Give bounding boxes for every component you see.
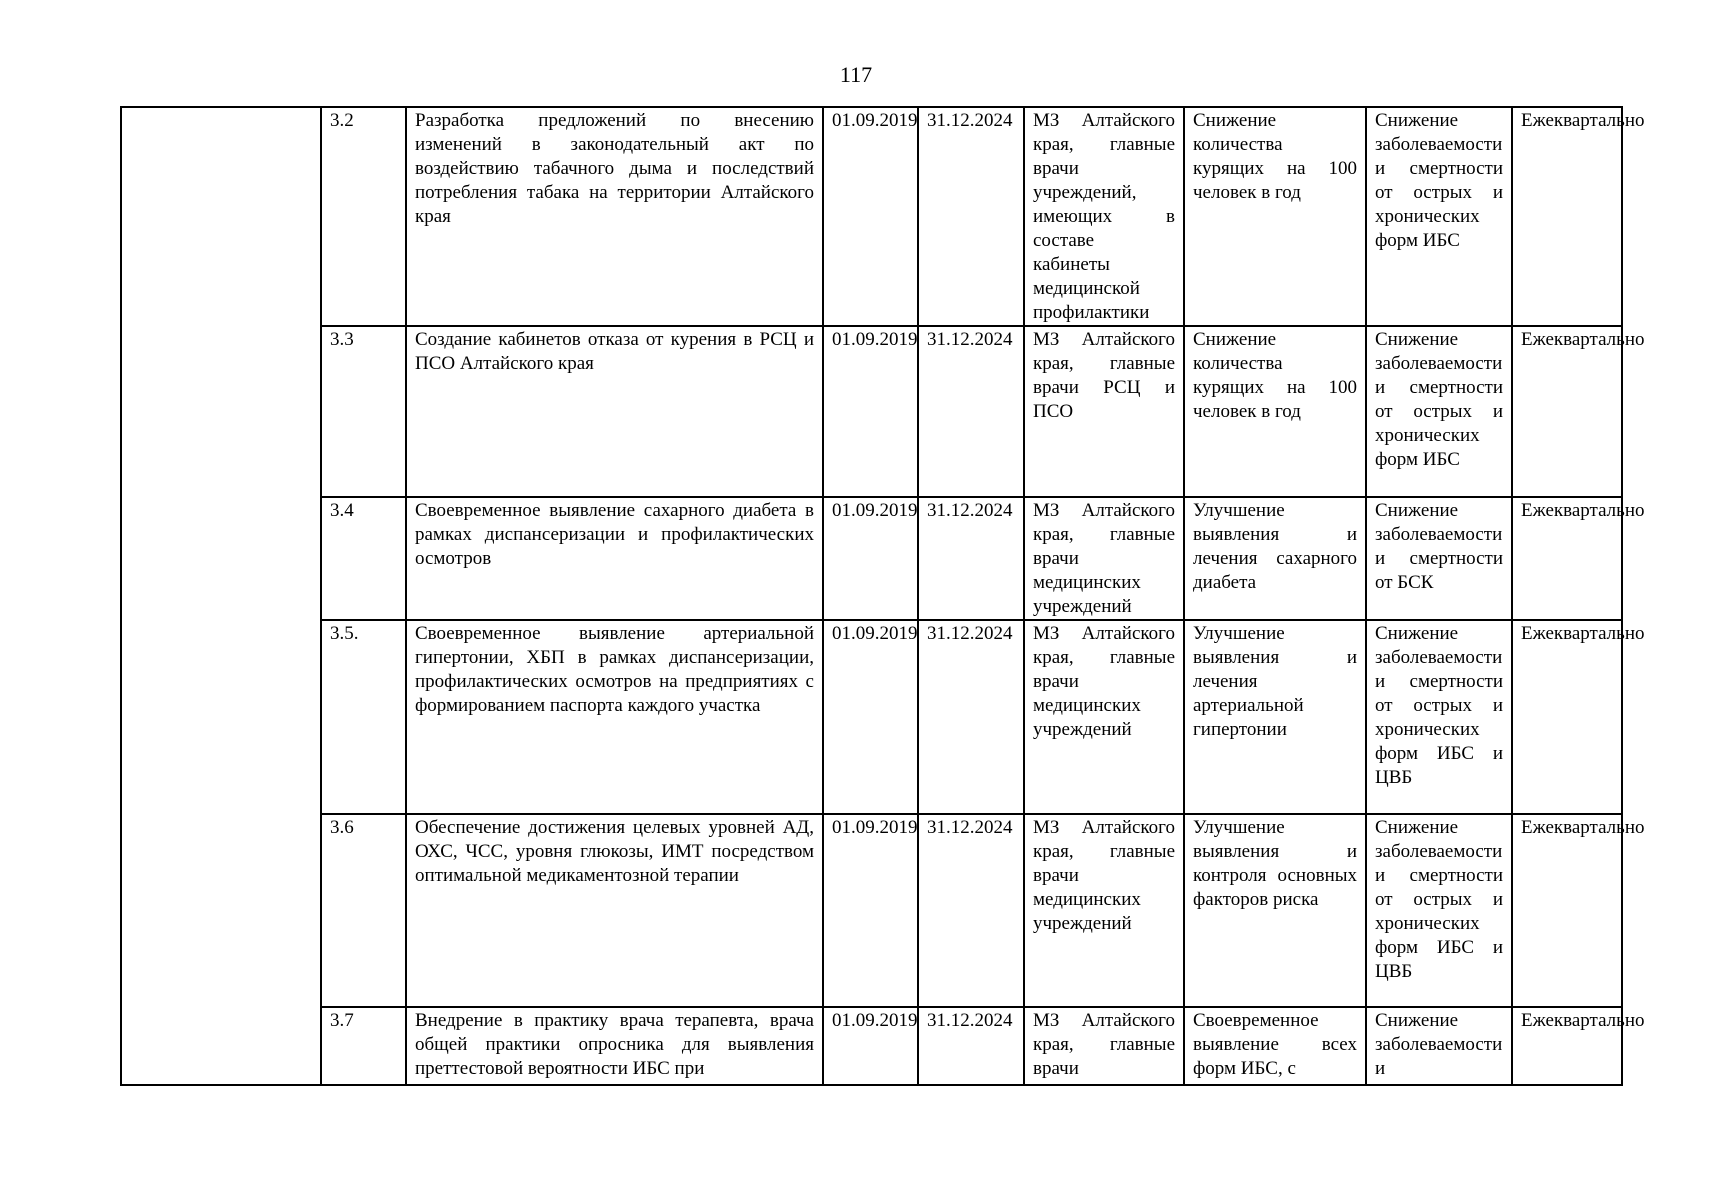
expected-result: Своевременное выявление всех форм ИБС, с [1184, 1007, 1366, 1085]
report-frequency: Ежеквартально [1512, 107, 1622, 326]
measure-description: Создание кабинетов отказа от курения в РСЦ и ПСО Алтайского края [406, 326, 823, 497]
responsible-executor: МЗ Алтайского края, главные врачи РСЦ и ПСО [1024, 326, 1184, 497]
target-outcome: Снижение заболеваемости и [1366, 1007, 1512, 1085]
row-number: 3.6 [321, 814, 406, 1007]
report-frequency: Ежеквартально [1512, 620, 1622, 814]
expected-result: Снижение количества курящих на 100 человек в год [1184, 326, 1366, 497]
table-row [121, 1007, 1622, 1085]
responsible-executor: МЗ Алтайского края, главные врачи учреждений, имеющих в составе кабинеты медицинской профилактики [1024, 107, 1184, 326]
section-cell [121, 107, 321, 1085]
target-outcome: Снижение заболеваемости и смертности от острых и хронических форм ИБС [1366, 107, 1512, 326]
end-date: 31.12.2024 [918, 814, 1024, 1007]
target-outcome: Снижение заболеваемости и смертности от БСК [1366, 497, 1512, 620]
measure-description: Обеспечение достижения целевых уровней АД, ОХС, ЧСС, уровня глюкозы, ИМТ посредством оптимальной медикаментозной терапии [406, 814, 823, 1007]
row-number: 3.5. [321, 620, 406, 814]
measure-description: Своевременное выявление артериальной гипертонии, ХБП в рамках диспансеризации, профилактических осмотров на предприятиях с формированием паспорта каждого участка [406, 620, 823, 814]
end-date: 31.12.2024 [918, 620, 1024, 814]
measures-table [120, 106, 1645, 1086]
report-frequency: Ежеквартально [1512, 497, 1622, 620]
measure-description: Разработка предложений по внесению изменений в законодательный акт по воздействию табачного дыма и последствий потребления табака на территории Алтайского края [406, 107, 823, 326]
target-outcome: Снижение заболеваемости и смертности от острых и хронических форм ИБС и ЦВБ [1366, 620, 1512, 814]
end-date: 31.12.2024 [918, 107, 1024, 326]
report-frequency: Ежеквартально [1512, 326, 1622, 497]
responsible-executor: МЗ Алтайского края, главные врачи [1024, 1007, 1184, 1085]
start-date: 01.09.2019 [823, 620, 918, 814]
start-date: 01.09.2019 [823, 497, 918, 620]
measure-description: Внедрение в практику врача терапевта, врача общей практики опросника для выявления преттестовой вероятности ИБС при [406, 1007, 823, 1085]
end-date: 31.12.2024 [918, 326, 1024, 497]
report-frequency: Ежеквартально [1512, 814, 1622, 1007]
row-number: 3.4 [321, 497, 406, 620]
start-date: 01.09.2019 [823, 107, 918, 326]
target-outcome: Снижение заболеваемости и смертности от острых и хронических форм ИБС [1366, 326, 1512, 497]
expected-result: Улучшение выявления и контроля основных факторов риска [1184, 814, 1366, 1007]
table-row [121, 107, 1622, 326]
report-frequency: Ежеквартально [1512, 1007, 1622, 1085]
responsible-executor: МЗ Алтайского края, главные врачи медицинских учреждений [1024, 814, 1184, 1007]
start-date: 01.09.2019 [823, 326, 918, 497]
row-number: 3.2 [321, 107, 406, 326]
expected-result: Улучшение выявления и лечения артериальной гипертонии [1184, 620, 1366, 814]
target-outcome: Снижение заболеваемости и смертности от острых и хронических форм ИБС и ЦВБ [1366, 814, 1512, 1007]
measure-description: Своевременное выявление сахарного диабета в рамках диспансеризации и профилактических осмотров [406, 497, 823, 620]
end-date: 31.12.2024 [918, 1007, 1024, 1085]
table-row [121, 326, 1622, 497]
end-date: 31.12.2024 [918, 497, 1024, 620]
expected-result: Снижение количества курящих на 100 человек в год [1184, 107, 1366, 326]
responsible-executor: МЗ Алтайского края, главные врачи медицинских учреждений [1024, 497, 1184, 620]
row-number: 3.3 [321, 326, 406, 497]
expected-result: Улучшение выявления и лечения сахарного диабета [1184, 497, 1366, 620]
row-number: 3.7 [321, 1007, 406, 1085]
responsible-executor: МЗ Алтайского края, главные врачи медицинских учреждений [1024, 620, 1184, 814]
start-date: 01.09.2019 [823, 814, 918, 1007]
table-row [121, 620, 1622, 814]
start-date: 01.09.2019 [823, 1007, 918, 1085]
table-row [121, 814, 1622, 1007]
page-number: 117 [839, 62, 873, 87]
table-row [121, 497, 1622, 620]
